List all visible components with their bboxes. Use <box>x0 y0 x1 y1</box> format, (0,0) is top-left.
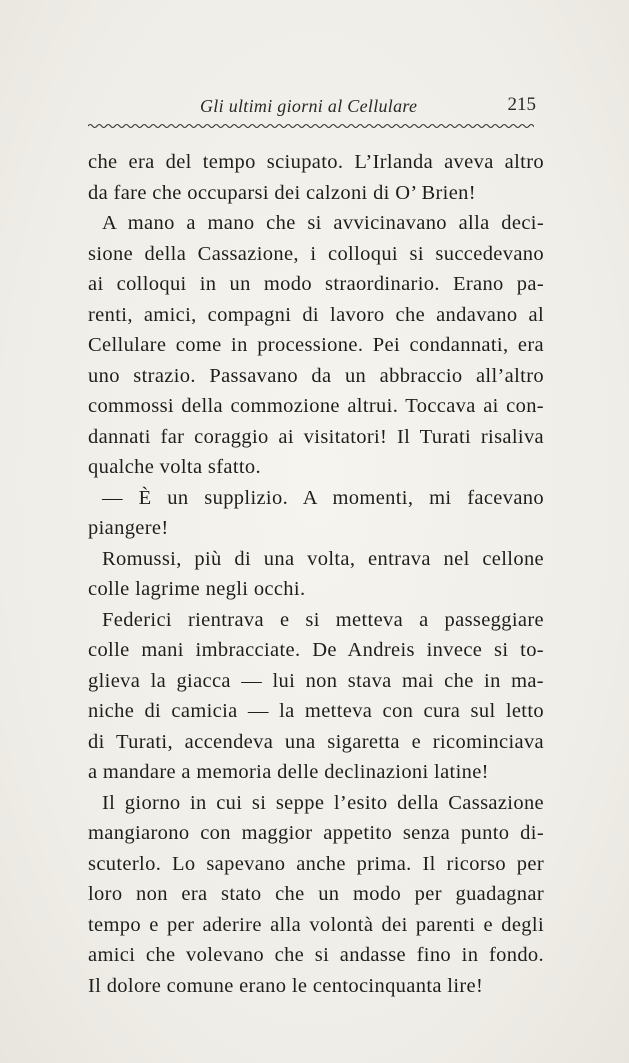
text-line: amici che volevano che si andasse fino in fondo. <box>88 944 544 966</box>
text-line: A mano a mano che si avvicinavano alla deci- <box>102 212 544 234</box>
text-line: sione della Cassazione, i colloqui si succedevano <box>88 242 544 265</box>
text-line: a mandare a memoria delle declinazioni latine! <box>88 761 489 783</box>
text-line: niche di camicia — la metteva con cura sul letto <box>88 700 544 722</box>
text-line: scuterlo. Lo sapevano anche prima. Il ricorso per <box>88 852 544 875</box>
text-line: — È un supplizio. A momenti, mi facevano <box>102 486 544 509</box>
text-line: Federici rientrava e si metteva a passeggiare <box>102 608 544 631</box>
text-line: loro non era stato che un modo per guadagnar <box>88 883 544 905</box>
text-line: colle mani imbracciate. De Andreis invece si to- <box>88 639 544 661</box>
text-line: ai colloqui in un modo straordinario. Erano pa- <box>88 273 544 295</box>
text-line: mangiarono con maggior appetito senza punto di- <box>88 822 544 844</box>
text-line: dannati far coraggio ai visitatori! Il Turati risaliva <box>88 425 544 448</box>
text-line: uno strazio. Passavano da un abbraccio all’altro <box>88 364 544 387</box>
text-line: qualche volta sfatto. <box>88 456 262 478</box>
text-line: colle lagrime negli occhi. <box>88 578 306 600</box>
text-line: che era del tempo sciupato. L’Irlanda aveva altro <box>88 151 544 173</box>
running-title: Gli ultimi giorni al Cellulare <box>200 96 418 116</box>
text-line: tempo e per aderire alla volontà dei parenti e degli <box>88 913 544 936</box>
running-head <box>82 96 540 122</box>
text-line: piangere! <box>88 517 169 539</box>
text-line: renti, amici, compagni di lavoro che andavano al <box>88 303 544 326</box>
text-line: glieva la giacca — lui non stava mai che in ma- <box>88 669 544 692</box>
text-line: Cellulare come in processione. Pei condannati, era <box>88 334 544 356</box>
text-line: di Turati, accendeva una sigaretta e ricominciava <box>88 730 544 753</box>
text-line: da fare che occuparsi dei calzoni di O’ Brien! <box>88 181 476 204</box>
text-line: Il giorno in cui si seppe l’esito della Cassazione <box>102 791 544 814</box>
wavy-rule-ornament <box>88 120 534 132</box>
body-text <box>88 147 544 1001</box>
text-line: Romussi, più di una volta, entrava nel cellone <box>102 547 544 570</box>
text-line: commossi della commozione altrui. Toccava ai con- <box>88 395 544 417</box>
page-number: 215 <box>507 94 536 115</box>
text-line: Il dolore comune erano le centocinquanta lire! <box>88 974 484 997</box>
